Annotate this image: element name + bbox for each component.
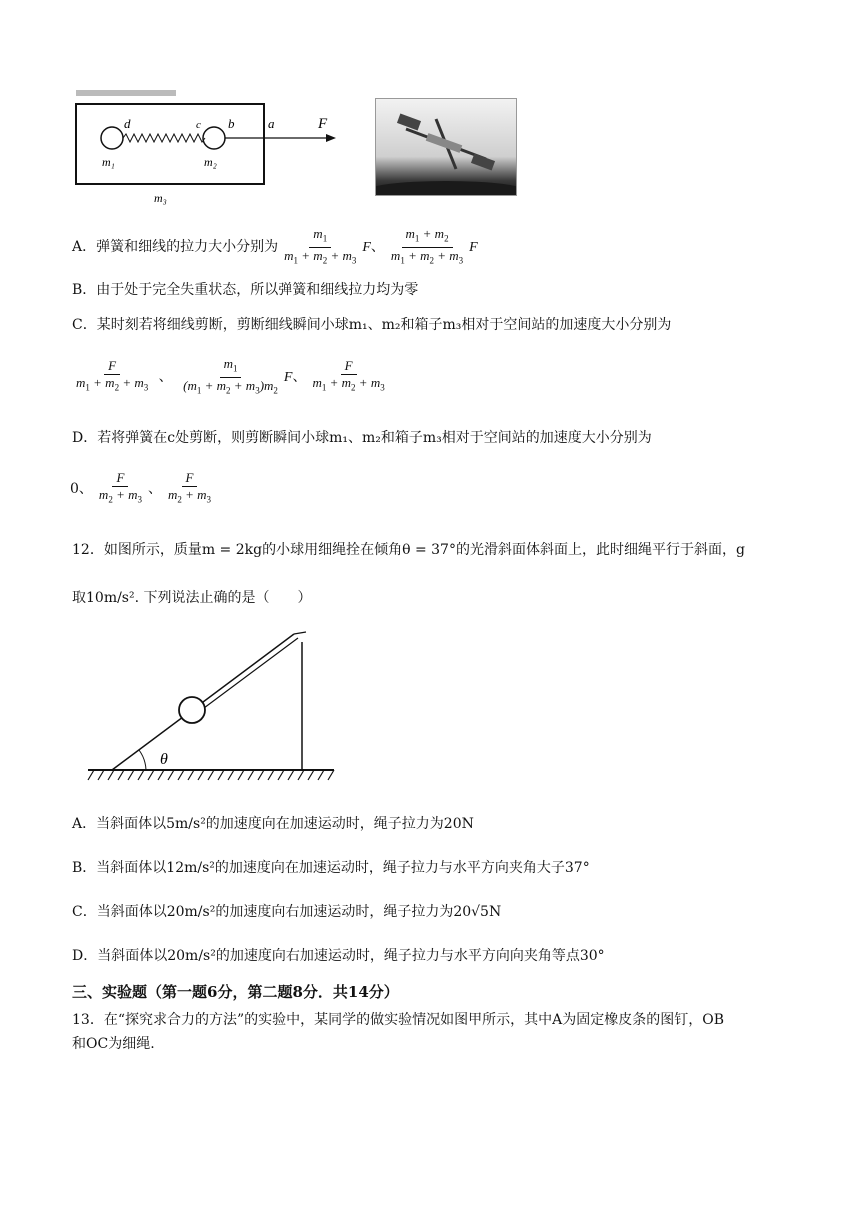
fraction-a1: $\frac{m_1}{m_1 + m_2 + m_3}$ [284, 226, 357, 266]
fraction-c2: $\frac{m_1}{(m_1 + m_2 + m_3)m_2}$ [183, 356, 278, 396]
fraction-d2: $\frac{F}{m_2 + m_3}$ [167, 470, 212, 505]
q12-option-d: D．当斜面体以20m/s²的加速度向右加速运动时，绳子拉力与水平方向向夹角等点30° [72, 948, 605, 964]
q12-stem-line1: 12．如图所示，质量m = 2kg的小球用细绳拴在倾角θ = 37°的光滑斜面体斜面上，此时细绳平行于斜面，g [72, 542, 745, 558]
ball [179, 697, 205, 723]
q11-option-c-fractions: $\frac{F}{m_1 + m_2 + m_3}$ 、 $\frac{m_1}{(m_1 + m_2 + m_3)m_2}$ F、 $\frac{F}{m_1 + m_2 + m_3}$ [70, 356, 391, 398]
q11-option-d-fractions: 0、 $\frac{F}{m_2 + m_3}$ 、 $\frac{F}{m_2 + m_3}$ [70, 470, 217, 508]
label-m3: m₃ [154, 191, 167, 205]
theta-label: θ [160, 751, 168, 768]
fraction-c1: $\frac{F}{m_1 + m_2 + m_3}$ [76, 358, 149, 393]
q12-stem-line2: 取10m/s². 下列说法止确的是（ ） [72, 590, 312, 606]
label-m1: m₁ [102, 155, 115, 169]
label-d: d [124, 116, 131, 131]
spring [123, 134, 205, 142]
q11-option-a-prefix: A．弹簧和细线的拉力大小分别为 [72, 239, 279, 256]
q11-option-d: D．若将弹簧在c处剪断，则剪断瞬间小球m₁、m₂和箱子m₃相对于空间站的加速度大小分别为 [72, 430, 652, 446]
label-a: a [268, 116, 275, 131]
ball-m2 [203, 127, 225, 149]
fraction-a2: $\frac{m_1 + m_2}{m_1 + m_2 + m_3}$ [390, 226, 464, 266]
q12-option-a: A．当斜面体以5m/s²的加速度向在加速运动时，绳子拉力为20N [72, 816, 474, 832]
q11-option-c: C．某时刻若将细线剪断，剪断细线瞬间小球m₁、m₂和箱子m₃相对于空间站的加速度大小分别为 [72, 317, 672, 333]
q11-option-b: B．由于处于完全失重状态，所以弹簧和细线拉力均为零 [72, 282, 419, 298]
label-F: F [318, 116, 328, 132]
q13-stem-line1: 13．在“探究求合力的方法”的实验中，某同学的做实验情况如图甲所示，其中A为固定橡皮条的图钉，OB [72, 1012, 725, 1028]
label-c: c [196, 119, 201, 131]
spring-box-figure [68, 90, 358, 210]
fraction-c3: $\frac{F}{m_1 + m_2 + m_3}$ [312, 358, 385, 393]
label-b: b [228, 116, 235, 131]
label-m2: m₂ [204, 155, 217, 169]
q12-option-b: B．当斜面体以12m/s²的加速度向在加速运动时，绳子拉力与水平方向夹角大子37° [72, 860, 590, 876]
section-title: 三、实验题（第一题6分，第二题8分．共14分） [72, 983, 399, 1001]
q13-stem-line2: 和OC为细绳. [72, 1036, 155, 1052]
q11-option-a: A．弹簧和细线的拉力大小分别为 $\frac{m_1}{m_1 + m_2 + m_3}$ F、 $\frac{m_1 + m_2}{m_1 + m_2 + m_3}$ F [72, 226, 478, 268]
space-station-photo [375, 98, 517, 196]
ball-m1 [101, 127, 123, 149]
fraction-d1: $\frac{F}{m_2 + m_3}$ [98, 470, 142, 505]
rope [204, 638, 298, 708]
incline-figure [84, 624, 344, 784]
q12-option-c: C．当斜面体以20m/s²的加速度向右加速运动时，绳子拉力为20√5N [72, 904, 502, 920]
